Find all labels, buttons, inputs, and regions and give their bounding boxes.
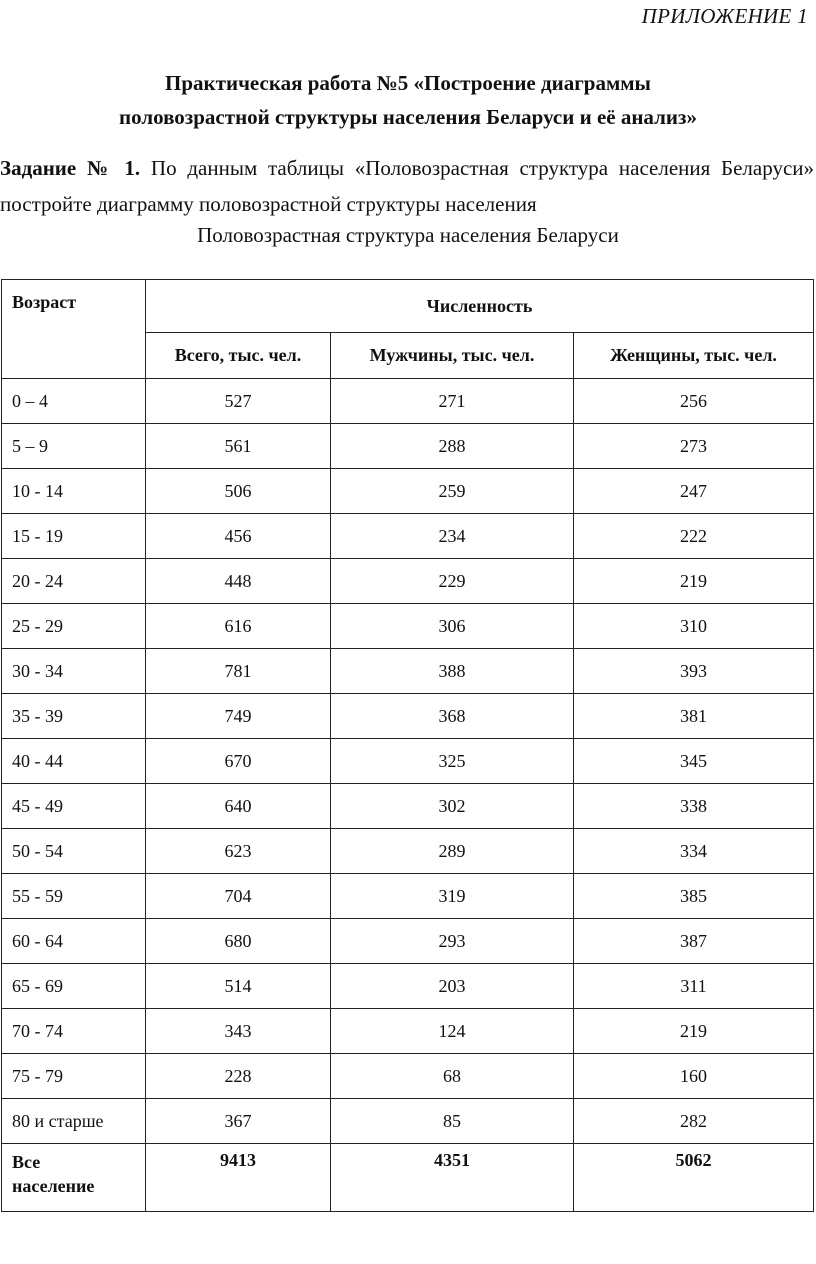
male-cell: 124	[331, 1009, 574, 1054]
total-row-label	[2, 1144, 146, 1212]
table-row	[2, 874, 814, 919]
age-cell: 25 - 29	[2, 604, 146, 649]
population-table	[1, 279, 814, 1212]
table-row	[2, 1099, 814, 1144]
female-cell: 393	[574, 649, 814, 694]
age-cell: 0 – 4	[2, 379, 146, 424]
male-cell: 306	[331, 604, 574, 649]
table-row	[2, 739, 814, 784]
table-row	[2, 379, 814, 424]
task-paragraph	[0, 150, 814, 222]
female-cell: 385	[574, 874, 814, 919]
age-cell: 80 и старше	[2, 1099, 146, 1144]
female-cell: 247	[574, 469, 814, 514]
task-label: Задание № 1.	[0, 156, 141, 180]
total-sum-cell: 9413	[146, 1144, 331, 1212]
female-cell: 273	[574, 424, 814, 469]
female-cell: 338	[574, 784, 814, 829]
age-cell: 65 - 69	[2, 964, 146, 1009]
age-header: Возраст	[2, 280, 146, 379]
female-cell: 381	[574, 694, 814, 739]
female-cell: 282	[574, 1099, 814, 1144]
appendix-label: ПРИЛОЖЕНИЕ 1	[641, 4, 808, 28]
age-cell: 5 – 9	[2, 424, 146, 469]
total-cell: 616	[146, 604, 331, 649]
total-cell: 228	[146, 1054, 331, 1099]
age-cell: 30 - 34	[2, 649, 146, 694]
age-cell: 60 - 64	[2, 919, 146, 964]
female-cell: 334	[574, 829, 814, 874]
table-row	[2, 964, 814, 1009]
total-cell: 680	[146, 919, 331, 964]
total-cell: 367	[146, 1099, 331, 1144]
table-row	[2, 1009, 814, 1054]
male-cell: 259	[331, 469, 574, 514]
table-row	[2, 829, 814, 874]
male-cell: 319	[331, 874, 574, 919]
male-cell: 203	[331, 964, 574, 1009]
table-row	[2, 649, 814, 694]
total-cell: 749	[146, 694, 331, 739]
age-cell: 50 - 54	[2, 829, 146, 874]
male-sum-cell: 4351	[331, 1144, 574, 1212]
title-line-1: Практическая работа №5 «Построение диаграммы	[165, 71, 651, 95]
male-cell: 368	[331, 694, 574, 739]
male-cell: 85	[331, 1099, 574, 1144]
male-cell: 234	[331, 514, 574, 559]
male-cell: 288	[331, 424, 574, 469]
male-cell: 325	[331, 739, 574, 784]
age-cell: 15 - 19	[2, 514, 146, 559]
total-cell: 781	[146, 649, 331, 694]
female-cell: 256	[574, 379, 814, 424]
total-cell: 514	[146, 964, 331, 1009]
table-title: Половозрастная структура населения Беларуси	[197, 223, 619, 247]
task-text: По данным таблицы «Половозрастная структура населения Беларуси» постройте диаграмму половозрастной структуры населения	[0, 156, 815, 216]
female-cell: 387	[574, 919, 814, 964]
page-title	[0, 66, 816, 134]
title-line-2: половозрастной структуры населения Беларуси и её анализ»	[119, 105, 697, 129]
total-cell: 561	[146, 424, 331, 469]
female-cell: 311	[574, 964, 814, 1009]
age-cell: 55 - 59	[2, 874, 146, 919]
table-row	[2, 514, 814, 559]
age-cell: 70 - 74	[2, 1009, 146, 1054]
table-header-row	[2, 280, 814, 333]
male-cell: 289	[331, 829, 574, 874]
table-row	[2, 694, 814, 739]
total-cell: 343	[146, 1009, 331, 1054]
age-cell: 45 - 49	[2, 784, 146, 829]
female-cell: 310	[574, 604, 814, 649]
female-cell: 219	[574, 559, 814, 604]
male-cell: 271	[331, 379, 574, 424]
total-cell: 640	[146, 784, 331, 829]
age-cell: 40 - 44	[2, 739, 146, 784]
table-row	[2, 604, 814, 649]
total-cell: 448	[146, 559, 331, 604]
total-cell: 670	[146, 739, 331, 784]
male-cell: 293	[331, 919, 574, 964]
female-sum-cell: 5062	[574, 1144, 814, 1212]
age-cell: 20 - 24	[2, 559, 146, 604]
total-row-label-line-2: население	[12, 1176, 95, 1196]
table-row	[2, 1054, 814, 1099]
female-column-header: Женщины, тыс. чел.	[574, 333, 814, 379]
female-cell: 222	[574, 514, 814, 559]
total-column-header: Всего, тыс. чел.	[146, 333, 331, 379]
male-cell: 302	[331, 784, 574, 829]
total-cell: 456	[146, 514, 331, 559]
total-row	[2, 1144, 814, 1212]
female-cell: 345	[574, 739, 814, 784]
table-row	[2, 919, 814, 964]
table-row	[2, 559, 814, 604]
male-cell: 68	[331, 1054, 574, 1099]
table-row	[2, 784, 814, 829]
table-row	[2, 424, 814, 469]
age-cell: 10 - 14	[2, 469, 146, 514]
population-header: Численность	[146, 280, 814, 333]
age-cell: 75 - 79	[2, 1054, 146, 1099]
male-column-header: Мужчины, тыс. чел.	[331, 333, 574, 379]
female-cell: 219	[574, 1009, 814, 1054]
female-cell: 160	[574, 1054, 814, 1099]
total-cell: 527	[146, 379, 331, 424]
total-row-label-line-1: Все	[12, 1152, 41, 1172]
age-cell: 35 - 39	[2, 694, 146, 739]
total-cell: 704	[146, 874, 331, 919]
table-row	[2, 469, 814, 514]
total-cell: 506	[146, 469, 331, 514]
male-cell: 388	[331, 649, 574, 694]
total-cell: 623	[146, 829, 331, 874]
male-cell: 229	[331, 559, 574, 604]
